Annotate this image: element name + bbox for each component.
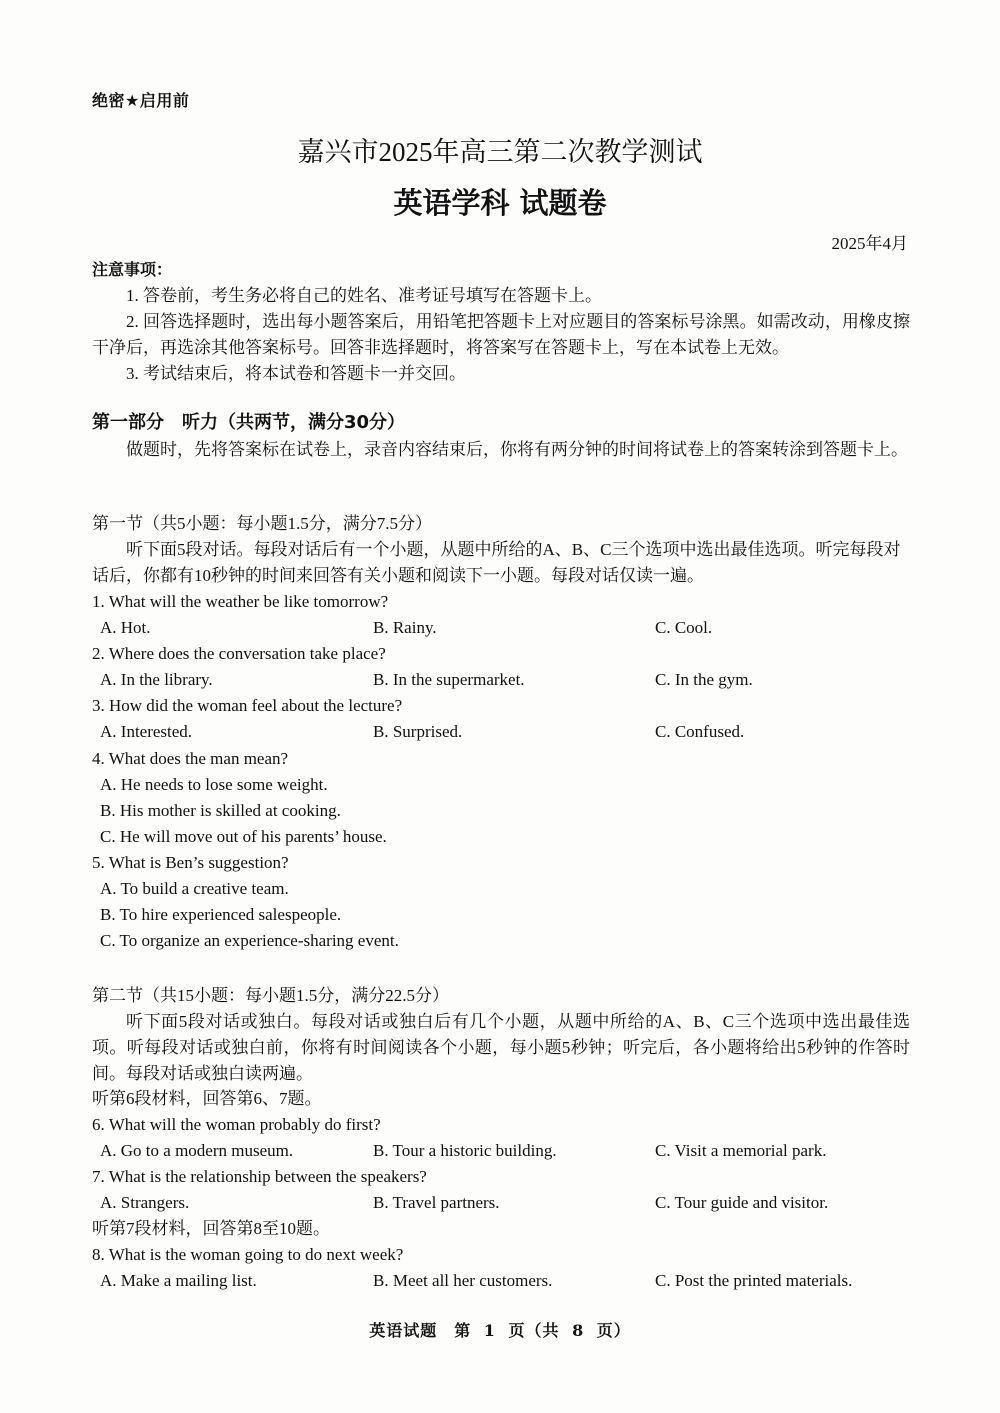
- exam-date: 2025年4月: [831, 234, 908, 253]
- confidential-label: 绝密★启用前: [92, 91, 190, 110]
- question-stem: 3. How did the woman feel about the lecture?: [92, 696, 403, 715]
- option-b: B. Meet all her customers.: [373, 1271, 553, 1290]
- exam-title: 嘉兴市2025年高三第二次教学测试: [297, 137, 703, 167]
- option-a: A. Hot.: [100, 618, 151, 637]
- option-a: A. Strangers.: [100, 1193, 190, 1212]
- option-b: B. To hire experienced salespeople.: [100, 905, 342, 924]
- option-c: C. Tour guide and visitor.: [655, 1193, 829, 1212]
- material-instruction: 听第7段材料，回答第8至10题。: [92, 1219, 330, 1238]
- option-c: C. Post the printed materials.: [655, 1271, 853, 1290]
- question-stem: 6. What will the woman probably do first?: [92, 1115, 381, 1134]
- option-a: A. To build a creative team.: [100, 879, 289, 898]
- option-b: B. His mother is skilled at cooking.: [100, 801, 341, 820]
- option-a: A. Go to a modern museum.: [100, 1141, 294, 1160]
- page-footer: 英语试题 第 1 页（共 8 页）: [369, 1321, 631, 1340]
- question-stem: 5. What is Ben’s suggestion?: [92, 853, 289, 872]
- option-b: B. Travel partners.: [373, 1193, 500, 1212]
- option-a: A. In the library.: [100, 670, 213, 689]
- option-b: B. Rainy.: [373, 618, 437, 637]
- option-c: C. He will move out of his parents’ house.: [100, 827, 387, 846]
- part-title: 第一部分 听力（共两节，满分30分）: [92, 412, 406, 433]
- question-stem: 4. What does the man mean?: [92, 749, 289, 768]
- option-a: A. Interested.: [100, 722, 193, 741]
- option-b: B. Tour a historic building.: [373, 1141, 557, 1160]
- note-item: 3. 考试结束后，将本试卷和答题卡一并交回。: [126, 364, 466, 383]
- section-description: 听下面5段对话或独白。每段对话或独白后有几个小题，从题中所给的A、B、C三个选项中选出最佳选项。听每段对话或独白前，你将有时间阅读各个小题，每小题5秒钟；听完后，各小题将给出5秒钟的作答时间。每段对话或独白读两遍。: [92, 1012, 910, 1083]
- option-c: C. Confused.: [655, 722, 745, 741]
- section-title: 第一节（共5小题：每小题1.5分，满分7.5分）: [92, 514, 432, 533]
- question-stem: 2. Where does the conversation take place?: [92, 644, 386, 663]
- note-item: 1. 答卷前，考生务必将自己的姓名、准考证号填写在答题卡上。: [126, 286, 602, 305]
- option-c: C. Visit a memorial park.: [655, 1141, 827, 1160]
- option-c: C. To organize an experience-sharing event.: [100, 931, 399, 950]
- option-c: C. In the gym.: [655, 670, 753, 689]
- option-b: B. In the supermarket.: [373, 670, 525, 689]
- question-stem: 1. What will the weather be like tomorrow?: [92, 592, 389, 611]
- option-c: C. Cool.: [655, 618, 713, 637]
- material-instruction: 听第6段材料，回答第6、7题。: [92, 1089, 322, 1108]
- option-a: A. He needs to lose some weight.: [100, 775, 328, 794]
- option-b: B. Surprised.: [373, 722, 463, 741]
- note-item: 2. 回答选择题时，选出每小题答案后，用铅笔把答题卡上对应题目的答案标号涂黑。如需改动，用橡皮擦干净后，再选涂其他答案标号。回答非选择题时，将答案写在答题卡上，写在本试卷上无效。: [92, 312, 910, 357]
- notes-title: 注意事项：: [92, 260, 173, 279]
- section-description: 听下面5段对话。每段对话后有一个小题，从题中所给的A、B、C三个选项中选出最佳选项。听完每段对话后，你都有10秒钟的时间来回答有关小题和阅读下一小题。每段对话仅读一遍。: [92, 540, 901, 585]
- question-stem: 8. What is the woman going to do next week?: [92, 1245, 404, 1264]
- part-description: 做题时，先将答案标在试卷上，录音内容结束后，你将有两分钟的时间将试卷上的答案转涂到答题卡上。: [126, 440, 908, 459]
- section-title: 第二节（共15小题：每小题1.5分，满分22.5分）: [92, 986, 449, 1005]
- exam-subtitle: 英语学科 试题卷: [393, 186, 607, 220]
- question-stem: 7. What is the relationship between the speakers?: [92, 1167, 427, 1186]
- option-a: A. Make a mailing list.: [100, 1271, 257, 1290]
